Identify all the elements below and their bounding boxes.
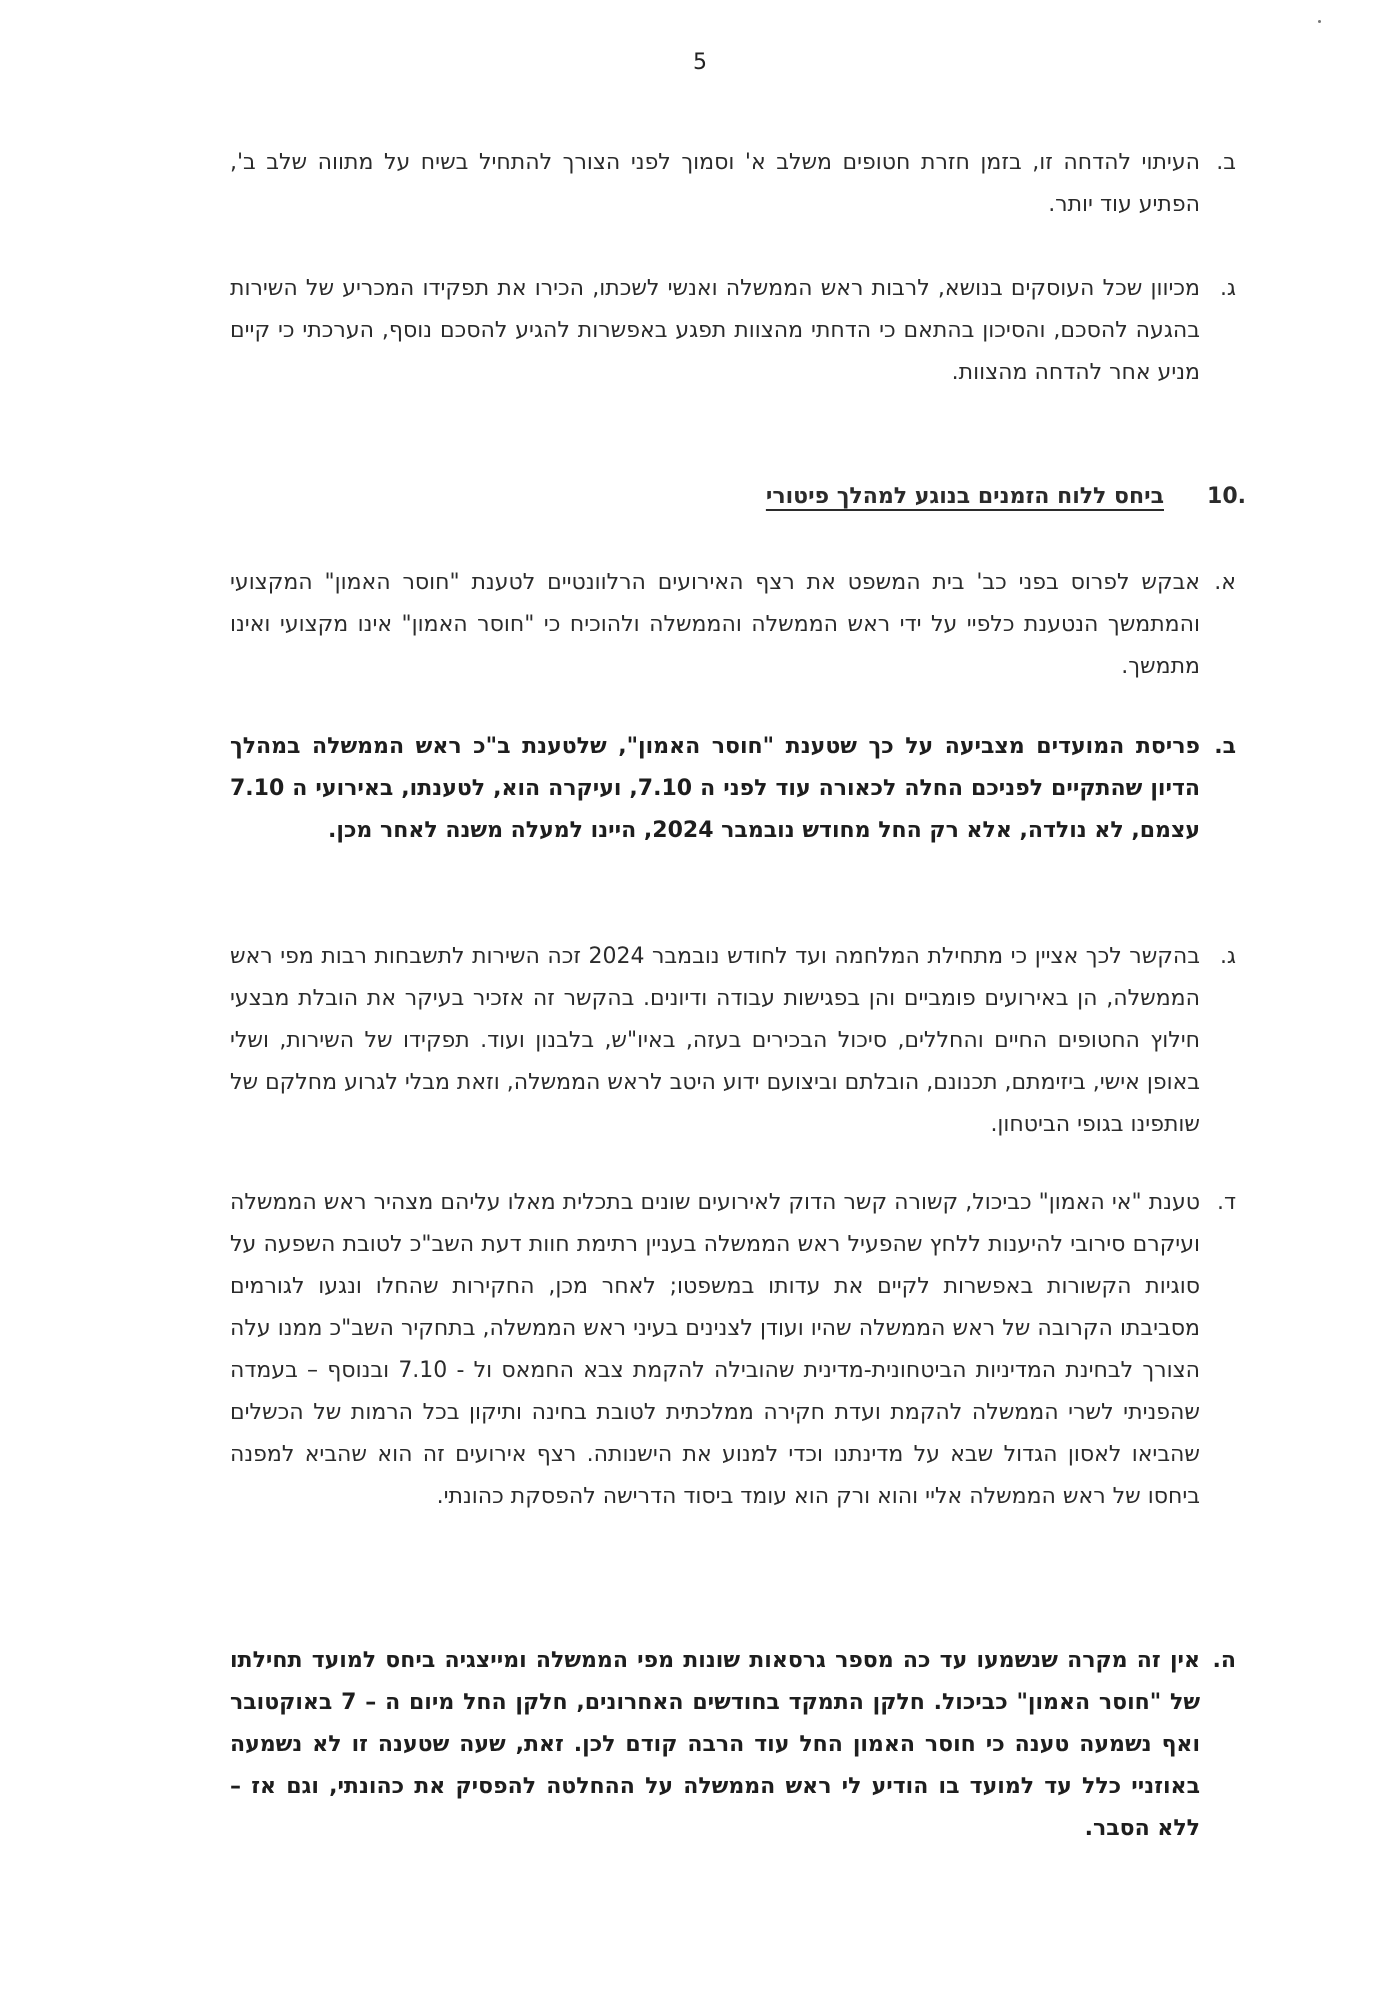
paragraph-marker: ה.: [1212, 1648, 1236, 1673]
section-number: 10.: [1207, 484, 1246, 509]
paragraph-marker: ב.: [1214, 734, 1236, 759]
paragraph-dalet-distrust: [230, 1182, 1236, 1518]
paragraph-he-versions: [230, 1640, 1236, 1850]
paragraph-gimel-praise: [230, 936, 1236, 1146]
paragraph-marker: ג.: [1219, 276, 1236, 301]
paragraph-text: מכיוון שכל העוסקים בנושא, לרבות ראש הממשלה ואנשי לשכתו, הכירו את תפקידו המכריע של השירות בהגעה להסכם, והסיכון בהתאם כי הדחתי מהצוות תפגע באפשרות להגיע להסכם נוסף, הערכתי כי קיים מניע אחר להדחה מהצוות.: [230, 276, 1200, 385]
paragraph-text: בהקשר לכך אציין כי מתחילת המלחמה ועד לחודש נובמבר 2024 זכה השירות לתשבחות רבות מפי ראש הממשלה, הן באירועים פומביים והן בפגישות עבודה ודיונים. בהקשר זה אזכיר בעיקר את הובלת מבצעי חילוץ החטופים החיים והחללים, סיכול הבכירים בעזה, באיו"ש, בלבנון ועוד. תפקידו של השירות, ושלי באופן אישי, ביזימתם, תכנונם, הובלתם וביצועם ידוע היטב לראש הממשלה, וזאת מבלי לגרוע מחלקם של שותפינו בגופי הביטחון.: [230, 944, 1200, 1137]
paragraph-text: העיתוי להדחה זו, בזמן חזרת חטופים משלב א' וסמוך לפני הצורך להתחיל בשיח על מתווה שלב ב', הפתיע עוד יותר.: [230, 150, 1200, 217]
paragraph-marker: א.: [1214, 570, 1236, 595]
paragraph-gimel-motive: [230, 268, 1236, 394]
paragraph-alef-request: [230, 562, 1236, 688]
paragraph-marker: ג.: [1219, 944, 1236, 969]
paragraph-text: פריסת המועדים מצביעה על כך שטענת "חוסר האמון", שלטענת ב"כ ראש הממשלה במהלך הדיון שהתקיים לפניכם החלה לכאורה עוד לפני ה 7.10, ועיקרה הוא, לטענתו, באירועי ה 7.10 עצמם, לא נולדה, אלא רק החל מחודש נובמבר 2024, היינו למעלה משנה לאחר מכן.: [230, 734, 1200, 843]
paragraph-marker: ד.: [1216, 1190, 1236, 1215]
paragraph-text: טענת "אי האמון" כביכול, קשורה קשר הדוק לאירועים שונים בתכלית מאלו עליהם מצהיר ראש הממשלה ועיקרם סירובי להיענות ללחץ שהפעיל ראש הממשלה בעניין רתימת חוות דעת השב"כ לטובת השפעה על סוגיות הקשורות באפשרות לקיים את עדותו במשפטו; לאחר מכן, החקירות שהחלו ונגעו לגורמים מסביבתו הקרובה של ראש הממשלה שהיו ועודן לצנינים בעיני ראש הממשלה, בתחקיר השב"כ ממנו עלה הצורך לבחינת המדיניות הביטחונית-מדינית שהובילה להקמת צבא החמאס ול - 7.10 ובנוסף – בעמדה שהפניתי לשרי הממשלה להקמת ועדת חקירה ממלכתית לטובת בחינה ותיקון בכל הרמות של הכשלים שהביאו לאסון הגדול שבא על מדינתנו וכדי למנוע את הישנותה. רצף אירועים זה הוא שהביא למפנה ביחסו של ראש הממשלה אליי והוא ורק הוא עומד ביסוד הדרישה להפסקת כהונתי.: [230, 1190, 1200, 1509]
paragraph-bet-timing: [230, 142, 1236, 226]
paragraph-marker: ב.: [1216, 150, 1236, 175]
scan-speck: [1318, 20, 1321, 23]
section-heading: ביחס ללוח הזמנים בנוגע למהלך פיטורי: [765, 484, 1164, 509]
paragraph-bet-dates: [230, 726, 1236, 852]
page-number: 5: [693, 50, 707, 75]
paragraph-text: אבקש לפרוס בפני כב' בית המשפט את רצף האירועים הרלוונטיים לטענת "חוסר האמון" המקצועי והמתמשך הנטענת כלפיי על ידי ראש הממשלה והממשלה ולהוכיח כי "חוסר האמון" אינו מקצועי ואינו מתמשך.: [230, 570, 1200, 679]
paragraph-text: אין זה מקרה שנשמעו עד כה מספר גרסאות שונות מפי הממשלה ומייצגיה ביחס למועד תחילתו של "חוסר האמון" כביכול. חלקן התמקד בחודשים האחרונים, חלקן החל מיום ה – 7 באוקטובר ואף נשמעה טענה כי חוסר האמון החל עוד הרבה קודם לכן. זאת, שעה שטענה זו לא נשמעה באוזניי כלל עד למועד בו הודיע לי ראש הממשלה על ההחלטה להפסיק את כהונתי, וגם אז – ללא הסבר.: [230, 1648, 1201, 1841]
